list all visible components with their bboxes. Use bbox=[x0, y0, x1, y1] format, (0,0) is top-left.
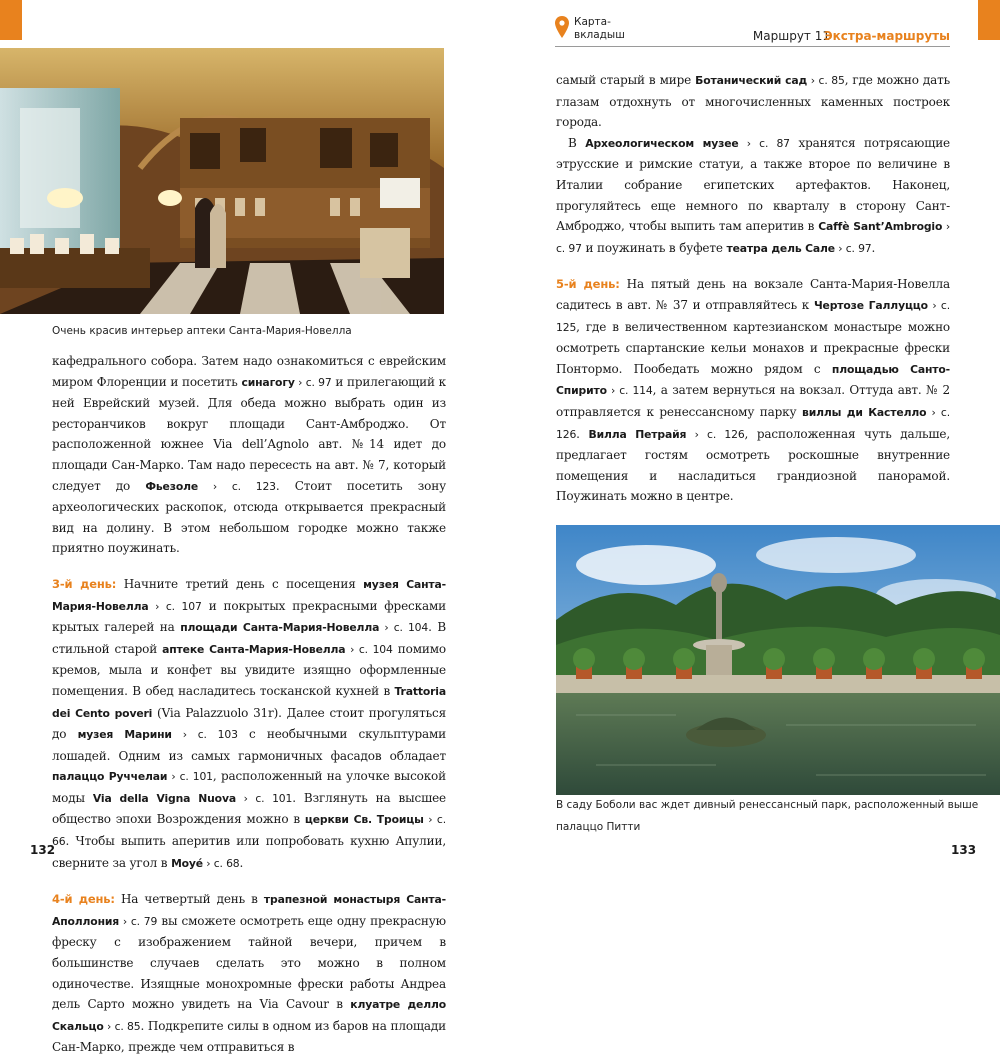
page-ref[interactable]: › с. 103 bbox=[171, 728, 238, 742]
sight-link[interactable]: Фьезоле bbox=[145, 479, 199, 493]
page-ref[interactable]: › с. 104 bbox=[379, 621, 429, 635]
text-fragment: На четвертый день в bbox=[114, 892, 264, 907]
sight-link[interactable]: аптеке Санта-Мария-Новелла bbox=[162, 642, 346, 656]
text-fragment: . bbox=[871, 240, 876, 255]
sight-link[interactable]: площади Санта-Мария-Новелла bbox=[180, 621, 380, 635]
sight-link[interactable]: синагогу bbox=[241, 375, 295, 389]
sight-link[interactable]: Trattoria dei Cento poveri bbox=[52, 684, 446, 720]
page-ref[interactable]: › с. 101 bbox=[167, 770, 213, 784]
page-ref[interactable]: › с. 85 bbox=[103, 1019, 141, 1033]
page-ref[interactable]: › с. 101 bbox=[235, 791, 293, 805]
page-ref[interactable]: › с. 114 bbox=[606, 384, 653, 398]
sight-link[interactable]: виллы ди Кастелло bbox=[802, 405, 927, 419]
right-photo-caption bbox=[556, 794, 978, 838]
text-fragment: . В стильной старой bbox=[52, 620, 446, 656]
page-ref[interactable]: › с. 97 bbox=[834, 241, 872, 255]
sight-link[interactable]: трапезной монастыря Санта-Аполлония bbox=[52, 893, 446, 928]
section-title: Экстра-маршруты bbox=[823, 29, 950, 43]
sight-link[interactable]: музея Санта-Мария-Новелла bbox=[52, 577, 447, 613]
sight-link[interactable]: Вилла Петрайя bbox=[588, 427, 687, 441]
page-ref[interactable]: › с. 79 bbox=[119, 914, 158, 928]
sight-link[interactable]: Моуé bbox=[171, 856, 203, 870]
text-fragment: В bbox=[568, 135, 586, 150]
text-fragment: Начните третий день с посещения bbox=[116, 576, 364, 591]
day-3-heading: 3-й день: bbox=[52, 576, 117, 591]
day-5-heading: 5-й день: bbox=[556, 277, 620, 292]
text-fragment: хранятся потрясающие этрусские и римские статуи, а также второе по величине в Италии собрание египетских артефактов. Наконец, прогуляйтесь еще немного по кварталу в сторону Сант-Амброджо, чтобы выпить там аперитив в bbox=[556, 135, 950, 234]
sight-link[interactable]: клуатре делло Скальцо bbox=[52, 998, 446, 1033]
map-insert-label[interactable] bbox=[574, 16, 625, 42]
text-fragment: . Чтобы выпить аперитив или попробовать кухню Апулии, сверните за угол в bbox=[52, 834, 446, 870]
page-ref[interactable]: › с. 68 bbox=[203, 856, 240, 870]
text-fragment: кафедрального собора. Затем надо ознакомиться с еврейским миром Флоренции и посетить bbox=[52, 354, 446, 389]
route-number: Маршрут 11 bbox=[752, 29, 830, 43]
sight-link[interactable]: площадью Санто-Спирито bbox=[556, 362, 950, 398]
page-ref[interactable]: › с. 85 bbox=[807, 74, 845, 87]
page-ref[interactable]: › с. 104 bbox=[345, 642, 393, 656]
text-fragment: помимо кремов, мыла и конфет вы увидите изящно оформленные помещения. В обед насладитесь тосканской кухней в bbox=[52, 641, 446, 698]
right-page-number: 133 bbox=[951, 843, 977, 857]
sight-link[interactable]: церкви Св. Троицы bbox=[304, 813, 424, 827]
left-body-text bbox=[52, 351, 446, 1058]
sight-link[interactable]: Via della Vigna Nuova bbox=[92, 791, 236, 805]
text-fragment: самый старый в мире bbox=[556, 73, 696, 87]
page-ref[interactable]: › с. 123 bbox=[198, 479, 276, 493]
boboli-garden-photo bbox=[556, 525, 1000, 795]
text-fragment: вы сможете осмотреть еще одну прекрасную фреску с изображением тайной вечери, причем в большинстве случаев сделать это можно в полном одиночестве. Изящные монохромные фрески работы Андреа дель Сарто можно увидеть на Via Cavour в bbox=[52, 913, 446, 1012]
left-page bbox=[0, 0, 500, 1055]
text-fragment: . Стоит посетить зону археологических раскопок, отсюда открывается прекрасный вид на долину. В этом небольшом городке можно также приятно поужинать. bbox=[52, 478, 446, 556]
text-fragment: . bbox=[576, 426, 589, 441]
page-ref[interactable]: › с. 126 bbox=[686, 427, 745, 441]
sight-link[interactable]: палаццо Руччелаи bbox=[52, 770, 168, 784]
text-fragment: и поужинать в буфете bbox=[581, 240, 727, 255]
text-fragment: , где в величественном картезианском монастыре можно осмотреть спартанские кельи монахов и прекрасные фрески Понтормо. Пообедать можно рядом с bbox=[556, 319, 950, 376]
sight-link[interactable]: Caffè Sant’Ambrogio bbox=[818, 220, 943, 234]
page-ref[interactable]: › с. 97 bbox=[294, 375, 332, 389]
left-page-number: 132 bbox=[30, 843, 56, 857]
text-fragment: , расположенная чуть дальше, предлагает гостям осмотреть роскошные внутренние помещения и насладиться грандиозной панорамой. Поужинать можно в центре. bbox=[556, 426, 950, 504]
page-ref[interactable]: › с. 66 bbox=[52, 813, 446, 849]
map-label-line-1: Карта- bbox=[574, 16, 611, 28]
sight-link[interactable]: Археологическом музее bbox=[585, 136, 739, 150]
page-ref[interactable]: › с. 87 bbox=[738, 136, 790, 150]
page-ref[interactable]: › с. 107 bbox=[148, 599, 202, 613]
page-ref[interactable]: › с. 97 bbox=[556, 220, 950, 255]
sight-link[interactable]: театра дель Сале bbox=[726, 241, 835, 255]
text-fragment: и покрытых прекрасными фресками крытых галерей на bbox=[52, 598, 446, 635]
running-header bbox=[555, 12, 950, 47]
text-fragment: . bbox=[239, 855, 244, 870]
text-fragment: . Подкрепите силы в одном из баров на площади Сан-Марко, прежде чем отправиться в bbox=[52, 1018, 446, 1055]
text-fragment: , где можно дать глазам отдохнуть от многочисленных каменных построек города. bbox=[556, 73, 951, 130]
text-fragment: и прилегающий к ней Еврейский музей. Для обеда можно выбрать один из ресторанчиков вокруг площади Сант-Амброджо. От расположенной южнее Via dell’Agnolo авт. №14 идет до площади Сан-Марко. Там надо пересесть на авт. № 7, который следует до bbox=[52, 374, 446, 493]
text-fragment: с необычными скульптурами лошадей. Одним из самых гармоничных фасадов обладает bbox=[52, 727, 447, 763]
sight-link[interactable]: Чертозе Галлуццо bbox=[813, 298, 928, 312]
map-pin-icon bbox=[555, 16, 569, 38]
map-label-line-2: вкладыш bbox=[574, 29, 625, 41]
sight-link[interactable]: Ботанический сад bbox=[695, 74, 808, 87]
text-fragment: На пятый день на вокзале Санта-Мария-Новелла садитесь в авт. № 37 и отправляйтесь к bbox=[556, 277, 951, 312]
pharmacy-interior-photo bbox=[0, 48, 444, 314]
text-fragment: . Взглянуть на высшее общество эпохи Возрождения можно в bbox=[52, 790, 446, 827]
page-ref[interactable]: › с. 125 bbox=[556, 298, 950, 334]
text-fragment: , расположенный на улочке высокой моды bbox=[52, 769, 446, 805]
text-fragment: , а затем вернуться на вокзал. Оттуда авт. № 2 отправляется к ренессансному парку bbox=[556, 383, 950, 419]
right-caption-line-1: В саду Боболи вас ждет дивный ренессансный парк, расположенный выше bbox=[556, 799, 979, 811]
right-caption-line-2: палаццо Питти bbox=[556, 821, 641, 833]
page-ref[interactable]: › с. 126 bbox=[556, 405, 950, 441]
sight-link[interactable]: музея Марини bbox=[77, 728, 172, 742]
left-photo-caption: Очень красив интерьер аптеки Санта-Мария-Новелла bbox=[52, 325, 352, 337]
day-4-heading: 4-й день: bbox=[52, 892, 115, 907]
text-fragment: (Via Palazzuolo 31r). Далее стоит прогуляться до bbox=[52, 705, 446, 742]
